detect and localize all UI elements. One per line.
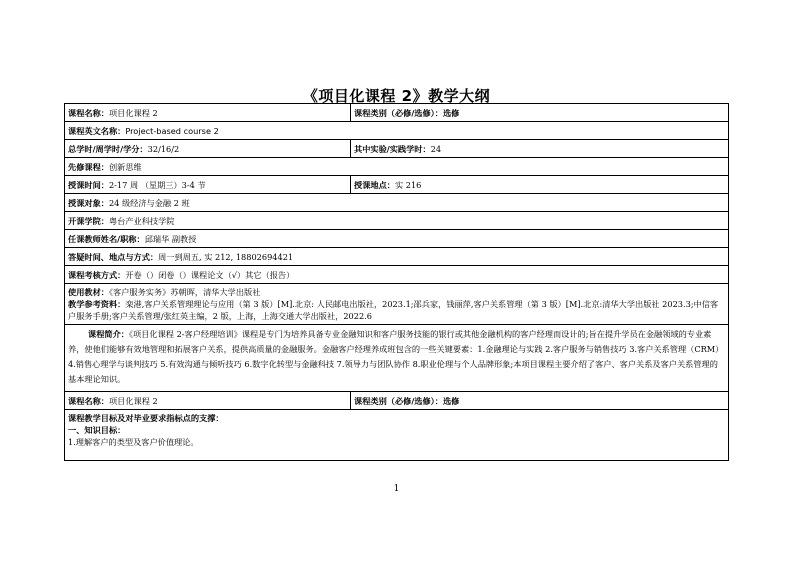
hours-label: 总学时/周学时/学分： bbox=[68, 143, 148, 154]
course-type-value: 选修 bbox=[442, 107, 460, 118]
row-prereq bbox=[65, 158, 729, 176]
time-value: 2-17 周 （星期三）3-4 节 bbox=[108, 179, 206, 190]
syllabus-table bbox=[64, 103, 729, 461]
objectives-heading: 课程教学目标及对毕业要求指标点的支撑： bbox=[68, 413, 224, 423]
course-name-2-label: 课程名称： bbox=[68, 395, 109, 406]
college-value: 粤台产业科技学院 bbox=[108, 215, 175, 226]
qa-label: 答疑时间、地点与方式： bbox=[68, 251, 159, 262]
textbook-line bbox=[68, 286, 725, 298]
time-label: 授课时间： bbox=[68, 179, 109, 190]
place-label: 授课地点： bbox=[354, 179, 395, 190]
prereq-label: 先修课程： bbox=[68, 161, 109, 172]
prereq-value: 创新思维 bbox=[108, 161, 142, 172]
row-course-english bbox=[65, 122, 729, 140]
knowledge-heading: 一、知识目标： bbox=[68, 425, 126, 435]
refs-value: 栾港,客户关系管理理论与应用（第 3 版）[M].北京: 人民邮电出版社，2023.1;邵兵家，钱丽萍,客户关系管理（第 3 版）[M].北京:清华大学出版社 2023.3;中信客户服务手册;客户关系管理/张红英主编，2 版，上海，上海交通大学出版社，2022.6 bbox=[68, 299, 719, 321]
refs-line bbox=[68, 298, 725, 322]
hours-value: 32/16/2 bbox=[147, 143, 180, 154]
qa-value: 周一到周五, 实 212, 18802694421 bbox=[158, 251, 294, 262]
course-type-label: 课程类别（必修/选修）： bbox=[354, 107, 443, 118]
course-type-2-label: 课程类别（必修/选修）： bbox=[354, 395, 443, 406]
course-en-label: 课程英文名称： bbox=[68, 125, 126, 136]
exam-value: 开卷（）闭卷（）课程论文（√）其它（报告） bbox=[125, 269, 295, 280]
refs-label: 教学参考资料： bbox=[68, 299, 126, 309]
lab-hours-value: 24 bbox=[430, 143, 442, 154]
teacher-value: 邱瑞华 副教授 bbox=[144, 233, 197, 244]
row-exam bbox=[65, 266, 729, 284]
course-en-value: Project-based course 2 bbox=[125, 125, 219, 136]
textbook-label: 使用教材： bbox=[68, 287, 109, 297]
knowledge-item-1: 1.理解客户的类型及客户价值理论。 bbox=[68, 437, 199, 447]
audience-value: 24 级经济与金融 2 班 bbox=[108, 197, 190, 208]
row-qa bbox=[65, 248, 729, 266]
course-name-value: 项目化课程 2 bbox=[108, 107, 158, 118]
row-course-name-2 bbox=[65, 392, 729, 410]
intro-label: 课程简介： bbox=[88, 329, 129, 339]
place-value: 实 216 bbox=[394, 179, 422, 190]
course-type-2-value: 选修 bbox=[442, 395, 460, 406]
row-textbook-refs bbox=[65, 284, 729, 325]
row-time-place bbox=[65, 176, 729, 194]
exam-label: 课程考核方式： bbox=[68, 269, 126, 280]
row-audience bbox=[65, 194, 729, 212]
course-name-label: 课程名称： bbox=[68, 107, 109, 118]
intro-value: 《项目化课程 2-客户经理培训》课程是专门为培养具备专业金融知识和客户服务技能的银行或其他金融机构的客户经理而设计的;旨在提升学员在金融领域的专业素养，使他们能够有效地管理和拓展客户关系，提供高质量的金融服务。金融客户经理养成班包含的一些关键要素：1.金融理论与实践 2.客户服务与销售技巧 3.客户关系管理（CRM）4.销售心理学与谈判技巧 5.有效沟通与倾听技巧 6.数字化转型与金融科技 7.领导力与团队协作 8.职业伦理与个人品牌形象;本项目课程主要介绍了客户、客户关系及客户关系管理的基本理论知识。 bbox=[68, 329, 724, 384]
course-name-2-value: 项目化课程 2 bbox=[108, 395, 158, 406]
textbook-value: 《客户服务实务》苏朝晖，清华大学出版社 bbox=[108, 287, 261, 297]
row-teacher bbox=[65, 230, 729, 248]
row-hours bbox=[65, 140, 729, 158]
row-course-name bbox=[65, 104, 729, 122]
college-label: 开课学院： bbox=[68, 215, 109, 226]
row-objectives bbox=[65, 410, 729, 461]
lab-hours-label: 其中实验/实践学时： bbox=[354, 143, 431, 154]
row-intro bbox=[65, 325, 729, 392]
audience-label: 授课对象： bbox=[68, 197, 109, 208]
row-college bbox=[65, 212, 729, 230]
teacher-label: 任课教师姓名/职称： bbox=[68, 233, 145, 244]
document-title: 《项目化课程 2》教学大纲 bbox=[302, 87, 491, 105]
page-number: 1 bbox=[393, 484, 400, 494]
